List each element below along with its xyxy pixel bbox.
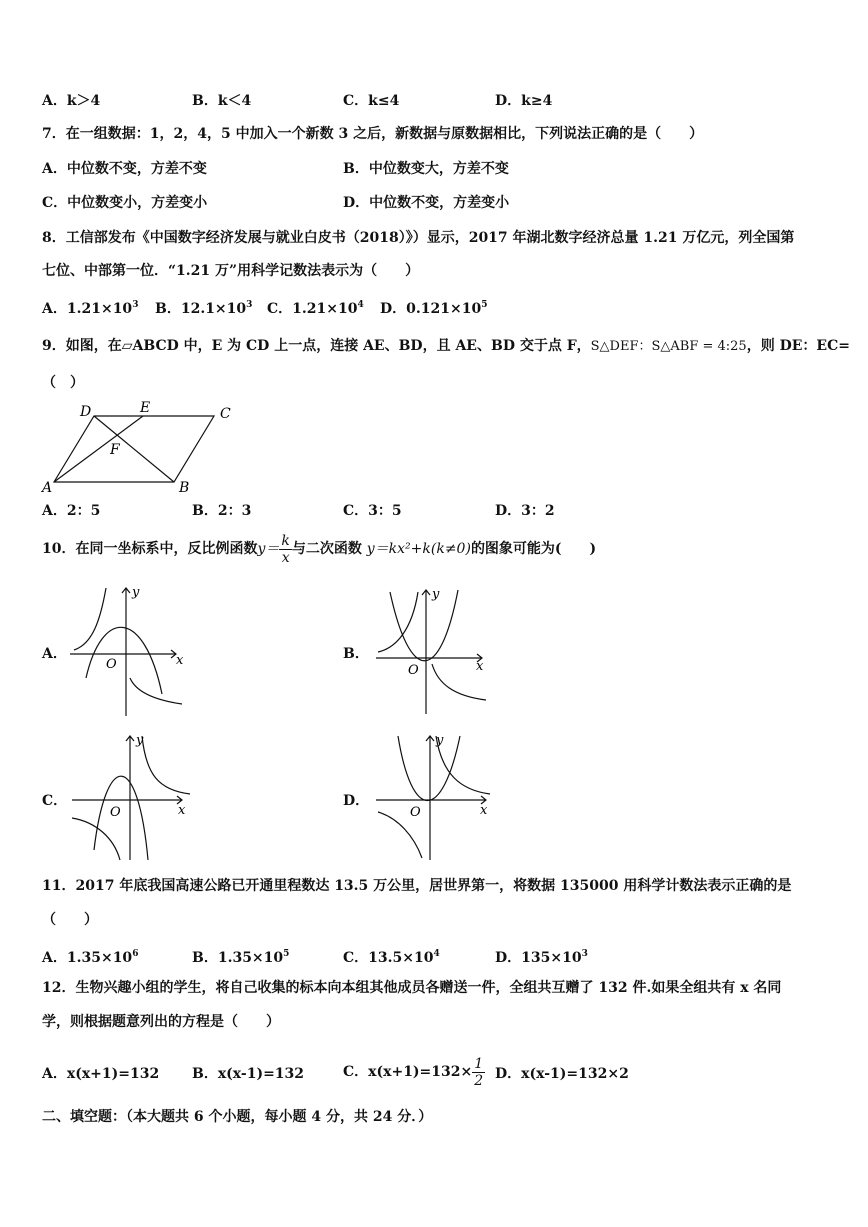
q9-option-b: B．2：3 <box>192 503 252 519</box>
svg-text:O: O <box>106 657 117 672</box>
q9-stem: 9．如图，在▱ABCD 中，E 为 CD 上一点，连接 AE、BD，且 AE、BD 交于点 F，S△DEF：S△ABF = 4:25，则 DE：EC= <box>42 338 850 354</box>
q10-option-a-label: A． <box>42 646 67 662</box>
q7-option-a: A．中位数不变，方差不变 <box>42 161 207 177</box>
q8-option-c: C．$1.21\times 10^4$ <box>267 300 364 317</box>
q10-option-c-label: C． <box>42 793 68 809</box>
label-a: A <box>42 480 53 495</box>
label-b: B <box>179 480 190 495</box>
svg-text:y: y <box>132 585 140 600</box>
q8-stem-line1: 8．工信部发布《中国数字经济发展与就业白皮书（2018）》）显示，2017 年湖北数字经济总量 1.21 万亿元，列全国第 <box>42 230 795 246</box>
svg-text:x: x <box>178 803 186 818</box>
q11-option-a: A．$1.35\times 10^6$ <box>42 949 139 966</box>
q11-option-b: B．$1.35\times 10^5$ <box>192 949 290 966</box>
q8-stem-line2: 七位、中部第一位．“1.21 万”用科学记数法表示为（ ） <box>42 263 420 279</box>
q6-option-b: B．k＜4 <box>192 93 252 109</box>
q7-stem: 7．在一组数据：1，2，4，5 中加入一个新数 3 之后，新数据与原数据相比，下列说法正确的是（ ） <box>42 126 704 142</box>
svg-text:y: y <box>432 587 440 602</box>
q8-option-a: A．$1.21\times 10^3$ <box>42 300 139 317</box>
q10-option-d-label: D． <box>343 793 370 809</box>
q8-option-d: D．$0.121\times 10^5$ <box>380 300 488 317</box>
label-d: D <box>80 404 92 420</box>
q9-area-ratio: S△DEF：S△ABF = 4:25 <box>590 339 747 354</box>
q12-stem-line1: 12．生物兴趣小组的学生，将自己收集的标本向本组其他成员各赠送一件，全组共互赠了 132 件.如果全组共有 x 名同 <box>42 980 782 996</box>
q7-option-d: D．中位数不变，方差变小 <box>343 195 510 211</box>
svg-text:y: y <box>136 733 144 748</box>
svg-text:y: y <box>436 733 444 748</box>
q12-option-d: D．x(x-1)=132×2 <box>495 1066 629 1082</box>
svg-text:O: O <box>410 805 421 820</box>
q10-option-b-label: B． <box>343 646 369 662</box>
q6-option-a: A．k＞4 <box>42 93 101 109</box>
q7-option-c: C．中位数变小，方差变小 <box>42 195 208 211</box>
graph-a <box>64 582 190 720</box>
graph-b <box>370 584 492 720</box>
q8-option-b: B．$12.1\times 10^3$ <box>155 300 253 317</box>
q11-stem-line2: （ ） <box>42 912 98 928</box>
q6-option-c: C．k≤4 <box>343 93 400 109</box>
label-e: E <box>140 400 151 416</box>
q9-option-a: A．2：5 <box>42 503 101 519</box>
label-f: F <box>110 442 120 458</box>
q6-option-d: D．k≥4 <box>495 93 553 109</box>
q9-option-c: C．3：5 <box>343 503 402 519</box>
svg-text:O: O <box>408 663 419 678</box>
q12-option-a: A．x(x+1)=132 <box>42 1066 160 1082</box>
q11-option-d: D．$135\times 10^3$ <box>495 949 588 966</box>
q12-stem-line2: 学，则根据题意列出的方程是（ ） <box>42 1014 280 1030</box>
q9-option-d: D．3：2 <box>495 503 555 519</box>
svg-text:O: O <box>110 805 121 820</box>
parallelogram-figure <box>38 400 238 495</box>
svg-text:x: x <box>480 803 488 818</box>
q7-option-b: B．中位数变大，方差不变 <box>343 161 509 177</box>
svg-text:x: x <box>476 659 484 674</box>
q11-stem-line1: 11．2017 年底我国高速公路已开通里程数达 13.5 万公里，居世界第一，将数据 135000 用科学计数法表示正确的是 <box>42 878 792 894</box>
label-c: C <box>220 406 231 422</box>
svg-text:x: x <box>176 653 184 668</box>
q12-option-c: C．x(x+1)=132× $\frac{1}{2}$ <box>343 1055 484 1089</box>
graph-c <box>66 730 196 864</box>
q12-option-b: B．x(x-1)=132 <box>192 1066 305 1082</box>
q11-option-c: C．$13.5\times 10^4$ <box>343 949 440 966</box>
q10-stem: 10．在同一坐标系中，反比例函数y＝ $\frac{k}{x}$ 与二次函数 y＝kx²+k(k≠0)的图象可能为( ) <box>42 532 597 566</box>
graph-d <box>370 730 496 864</box>
section-heading: 二、填空题：（本大题共 6 个小题，每小题 4 分，共 24 分．） <box>42 1109 433 1125</box>
q9-stem-line2: （ ） <box>42 375 84 391</box>
